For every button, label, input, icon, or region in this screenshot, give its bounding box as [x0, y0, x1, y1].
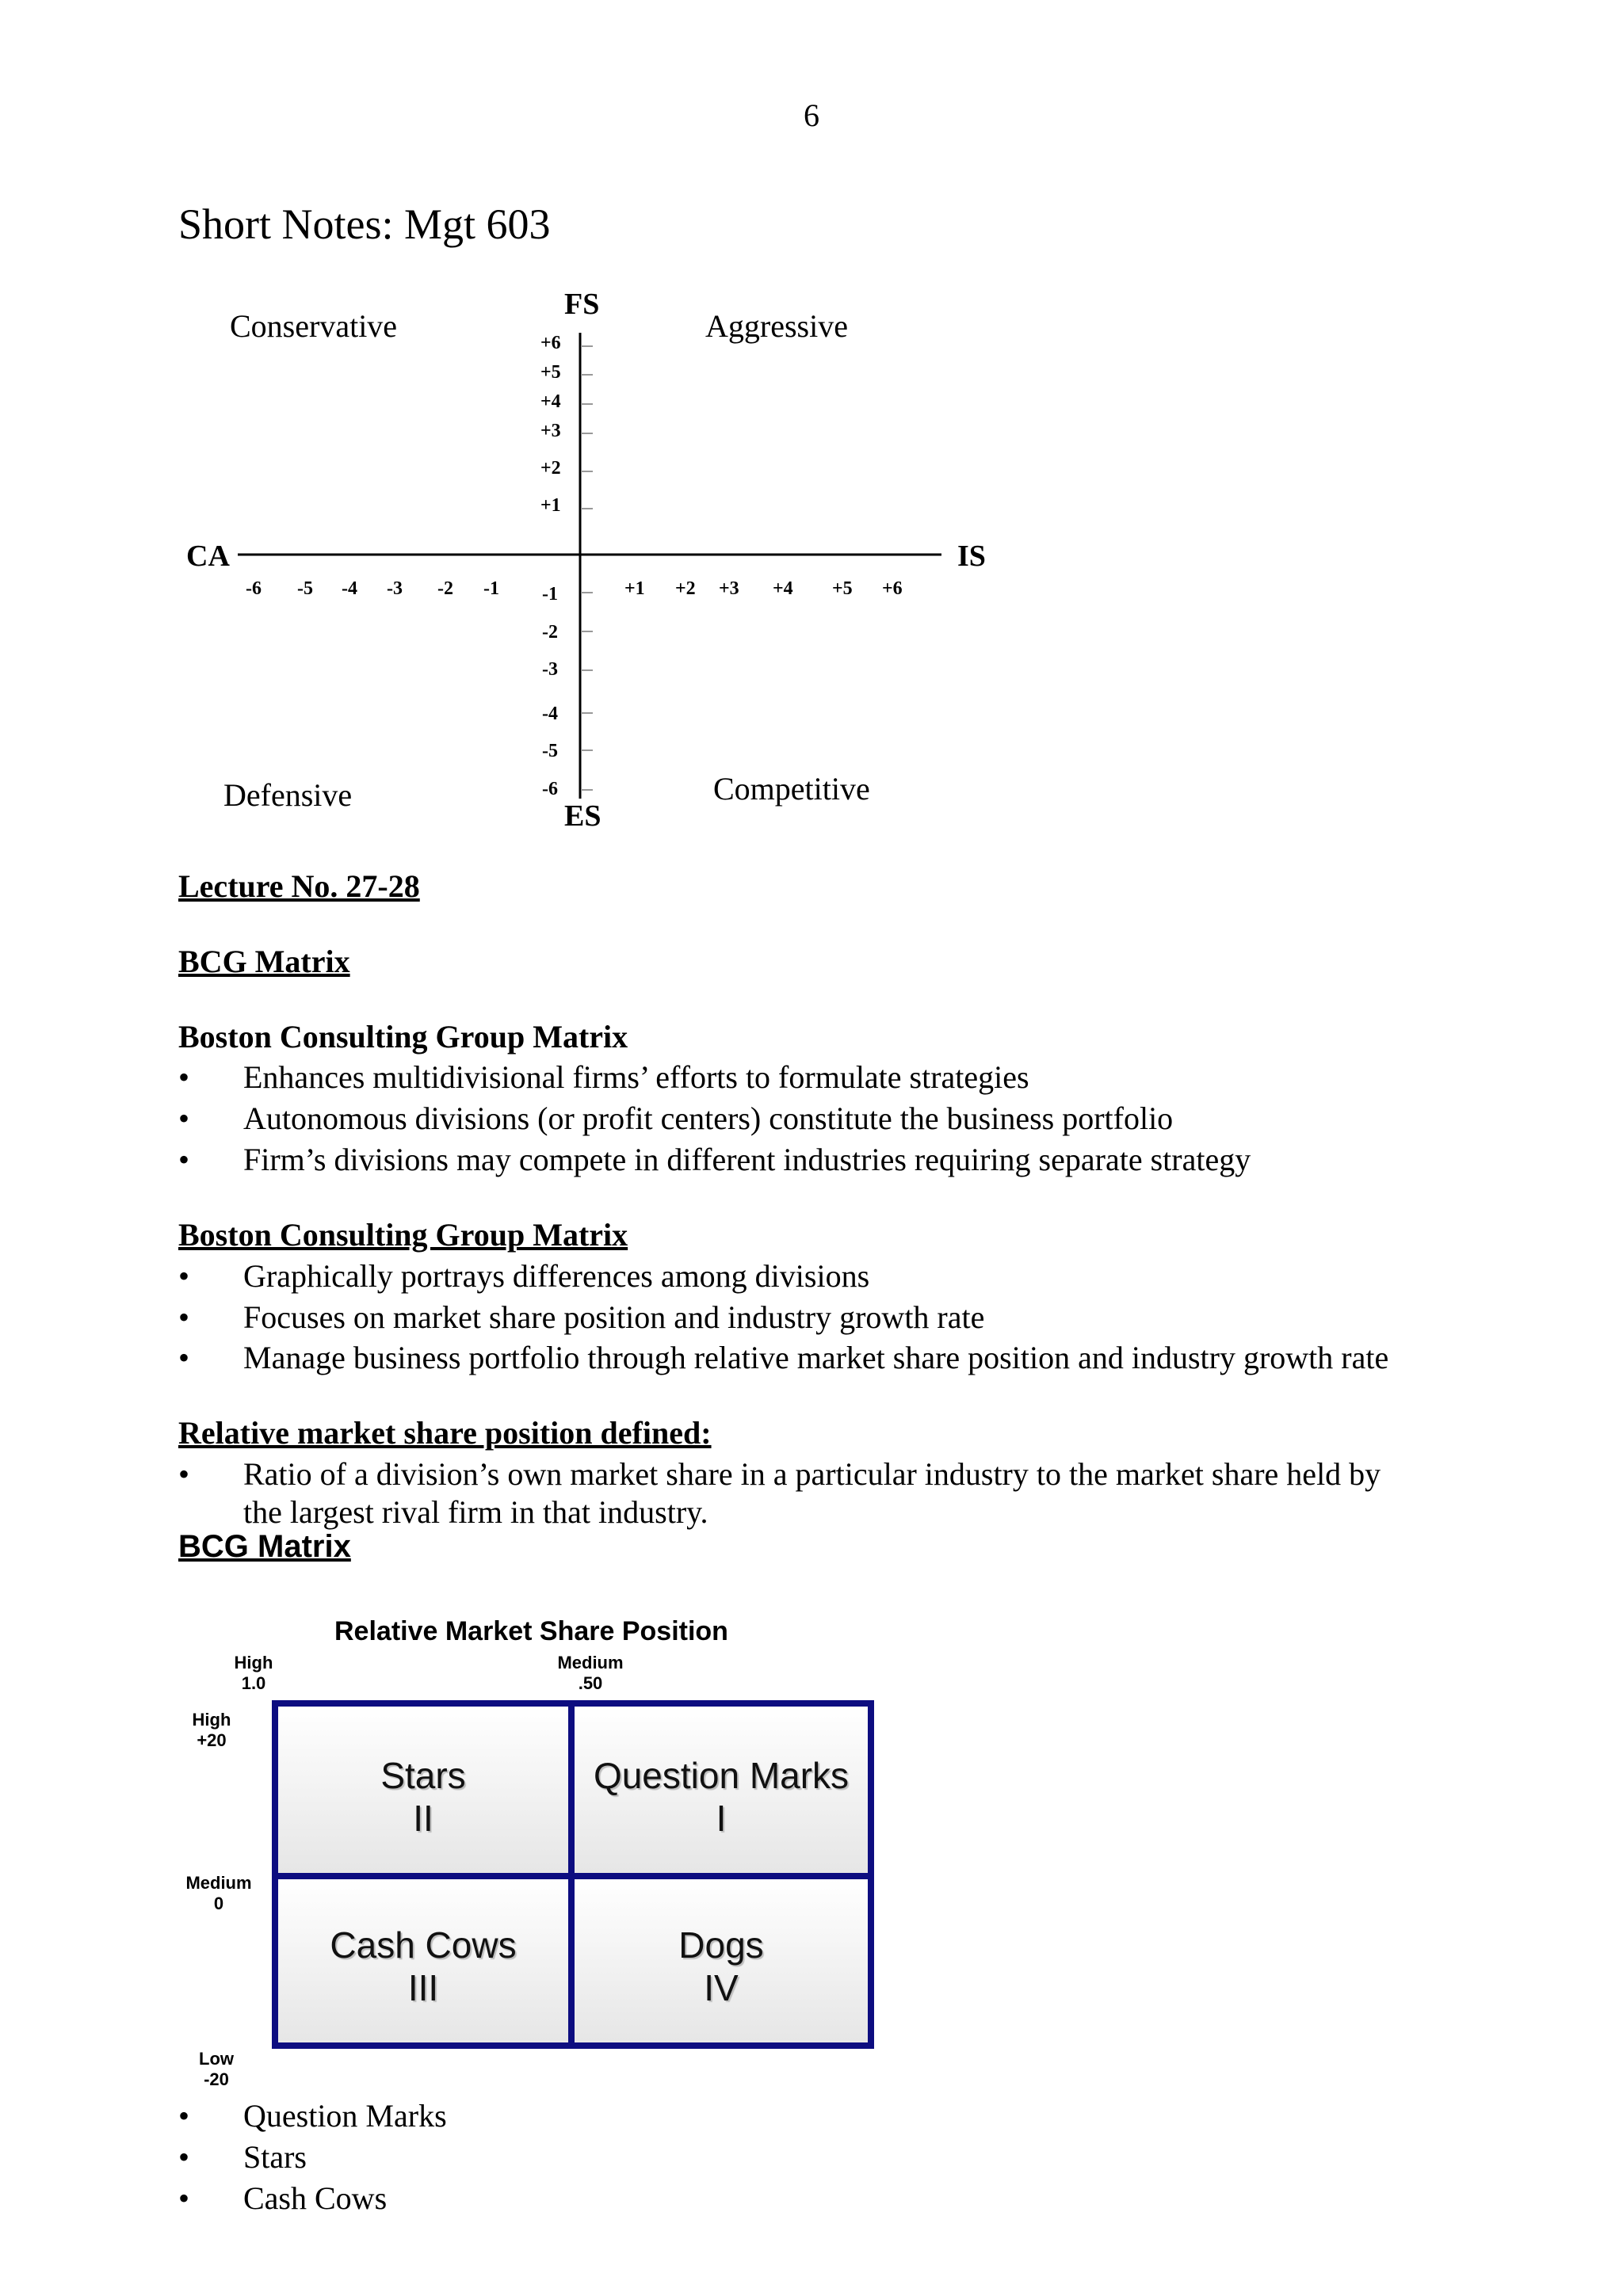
x-tick: +2	[675, 578, 696, 599]
quadrant-aggressive: Aggressive	[705, 308, 848, 344]
quadrant-defensive: Defensive	[223, 777, 353, 813]
quadrant-conservative: Conservative	[230, 308, 398, 344]
y-tick: -3	[542, 659, 558, 680]
x-tick: +6	[882, 578, 903, 599]
x-tick: -2	[437, 578, 453, 599]
x-tick: -1	[483, 578, 499, 599]
bcg-cell-dogs: Dogs IV	[575, 1879, 868, 2042]
x-tick: +3	[719, 578, 739, 599]
bcg-matrix-heading: BCG Matrix	[178, 1529, 351, 1564]
bcg-y-low-label: Low -20	[199, 2049, 234, 2089]
bcg-cell-stars: Stars II	[278, 1707, 568, 1873]
bcg-y-medium-label: Medium 0	[185, 1873, 252, 1913]
bcg-cell-cash-cows: Cash Cows III	[278, 1879, 568, 2042]
x-tick: +1	[624, 578, 645, 599]
x-tick: -3	[387, 578, 403, 599]
x-tick: -6	[246, 578, 262, 599]
page-title: Short Notes: Mgt 603	[178, 200, 551, 248]
page-number: 6	[804, 97, 819, 133]
x-tick: -5	[297, 578, 313, 599]
x-tick: -4	[342, 578, 357, 599]
y-tick: -6	[542, 779, 558, 799]
section2-heading: Boston Consulting Group Matrix	[178, 1217, 628, 1253]
x-tick: +5	[832, 578, 853, 599]
bcg-x-medium-label: Medium .50	[557, 1653, 624, 1693]
bcg-y-high-label: High +20	[192, 1710, 231, 1750]
bcg-heading: BCG Matrix	[178, 944, 350, 979]
y-tick: +1	[540, 495, 561, 516]
x-tick: +4	[773, 578, 793, 599]
y-tick: -1	[542, 584, 558, 605]
space-matrix-axes	[0, 0, 1623, 871]
y-tick: +3	[540, 421, 561, 441]
bcg-x-high-label: High 1.0	[234, 1653, 273, 1693]
axis-label-es: ES	[564, 799, 601, 833]
y-tick: +4	[540, 391, 561, 412]
bcg-x-axis-title: Relative Market Share Position	[334, 1616, 728, 1646]
bcg-matrix-grid	[272, 1700, 874, 2049]
axis-label-is: IS	[957, 540, 986, 573]
quadrant-competitive: Competitive	[713, 771, 870, 807]
y-tick: +6	[540, 333, 561, 353]
y-tick: +5	[540, 362, 561, 383]
section1-heading: Boston Consulting Group Matrix	[178, 1019, 628, 1055]
lecture-heading: Lecture No. 27-28	[178, 868, 420, 904]
bcg-cell-question-marks: Question Marks I	[575, 1707, 868, 1873]
y-tick: +2	[540, 458, 561, 479]
axis-label-fs: FS	[564, 288, 600, 321]
y-tick: -5	[542, 741, 558, 761]
axis-label-ca: CA	[186, 540, 230, 573]
y-tick: -2	[542, 622, 558, 643]
section3-heading: Relative market share position defined:	[178, 1415, 712, 1451]
y-tick: -4	[542, 704, 558, 724]
